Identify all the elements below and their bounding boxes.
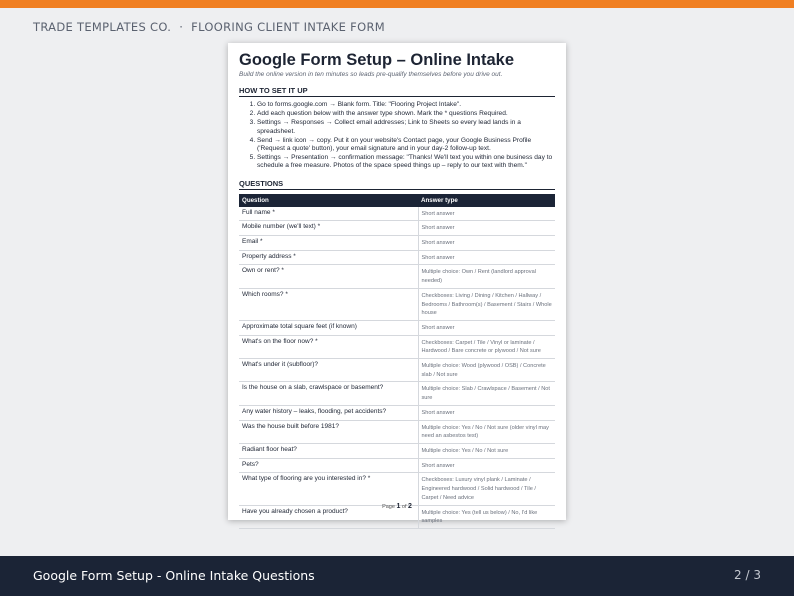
table-row [239,335,555,358]
setup-step: 1. Go to forms.google.com → Blank form. Title: "Flooring Project Intake". [257,101,555,109]
table-row [239,320,555,335]
table-row [239,473,555,505]
answer-type-cell: Short answer [418,250,555,265]
footer-title: Google Form Setup - Online Intake Questions [33,568,315,583]
answer-type-cell: Multiple choice: Yes (tell us below) / No, I'd like samples [418,505,555,528]
setup-step: 3. Settings → Responses → Collect email addresses; Link to Sheets so every lead lands in a spreadsheet. [257,119,555,135]
doc-subtitle: Build the online version in ten minutes so leads pre-qualify themselves before you drive out. [239,71,503,78]
accent-bar [0,0,794,8]
column-header-question: Question [239,194,418,207]
question-cell: Full name * [239,207,418,221]
brand-header [33,20,385,34]
answer-type-cell: Multiple choice: Yes / No / Not sure [418,443,555,458]
table-row [239,359,555,382]
form-name: FLOORING CLIENT INTAKE FORM [191,20,385,34]
setup-step: 4. Send → link icon → copy. Put it on your website's Contact page, your Google Business Profile ('Request a quote' button), your email signature and in your day-2 follow-up text. [257,137,555,153]
question-cell: Property address * [239,250,418,265]
answer-type-cell: Multiple choice: Own / Rent (landlord approval needed) [418,265,555,288]
question-cell: Radiant floor heat? [239,443,418,458]
question-cell: What's under it (subfloor)? [239,359,418,382]
table-row [239,420,555,443]
table-row [239,458,555,473]
setup-steps [239,101,555,171]
table-row [239,443,555,458]
brand-name: TRADE TEMPLATES CO. [33,20,172,34]
table-row [239,207,555,221]
question-cell: Pets? [239,458,418,473]
questions-heading: QUESTIONS [239,179,555,190]
answer-type-cell: Multiple choice: Slab / Crawlspace / Basement / Not sure [418,382,555,405]
table-header-row [239,194,555,207]
answer-type-cell: Multiple choice: Wood (plywood / OSB) / Concrete slab / Not sure [418,359,555,382]
footer-bar [0,556,794,596]
column-header-answer-type: Answer type [418,194,555,207]
question-cell: What's on the floor now? * [239,335,418,358]
question-cell: Email * [239,236,418,251]
slide-indicator: 2 / 3 [734,568,761,582]
table-row [239,236,555,251]
page-number [228,503,566,510]
document-page [228,43,566,525]
questions-body [239,207,555,529]
question-cell: Own or rent? * [239,265,418,288]
question-cell: Any water history – leaks, flooding, pet accidents? [239,405,418,420]
table-row [239,288,555,320]
answer-type-cell: Short answer [418,236,555,251]
answer-type-cell: Multiple choice: Yes / No / Not sure (older vinyl may need an asbestos test) [418,420,555,443]
question-cell: Mobile number (we'll text) * [239,221,418,236]
answer-type-cell: Checkboxes: Carpet / Tile / Vinyl or laminate / Hardwood / Bare concrete or plywood / Not sure [418,335,555,358]
brand-separator: · [179,20,184,34]
table-row [239,265,555,288]
question-cell: Approximate total square feet (if known) [239,320,418,335]
page-of: of [401,504,407,510]
question-cell: Have you already chosen a product? [239,505,418,528]
answer-type-cell: Short answer [418,405,555,420]
table-row [239,382,555,405]
page-total: 2 [408,503,412,510]
question-cell: Which rooms? * [239,288,418,320]
setup-step: 5. Settings → Presentation → confirmation message: "Thanks! We'll text you within one business day to schedule a free measure. Photos of the space speed things up – reply to our text with them." [257,154,555,170]
question-cell: Is the house on a slab, crawlspace or basement? [239,382,418,405]
table-row [239,405,555,420]
answer-type-cell: Short answer [418,320,555,335]
table-row [239,250,555,265]
answer-type-cell: Short answer [418,207,555,221]
doc-title: Google Form Setup – Online Intake [239,51,515,69]
answer-type-cell: Checkboxes: Luxury vinyl plank / Laminate / Engineered hardwood / Solid hardwood / Tile / Carpet / Need advice [418,473,555,505]
table-row [239,221,555,236]
questions-table [239,194,555,529]
page-label: Page [382,504,395,510]
answer-type-cell: Checkboxes: Living / Dining / Kitchen / Hallway / Bedrooms / Bathroom(s) / Basement / Stairs / Whole house [418,288,555,320]
setup-step: 2. Add each question below with the answer type shown. Mark the * questions Required. [257,110,555,118]
page-current: 1 [396,503,401,510]
question-cell: Was the house built before 1981? [239,420,418,443]
question-cell: What type of flooring are you interested in? * [239,473,418,505]
answer-type-cell: Short answer [418,221,555,236]
answer-type-cell: Short answer [418,458,555,473]
setup-heading: HOW TO SET IT UP [239,86,555,97]
